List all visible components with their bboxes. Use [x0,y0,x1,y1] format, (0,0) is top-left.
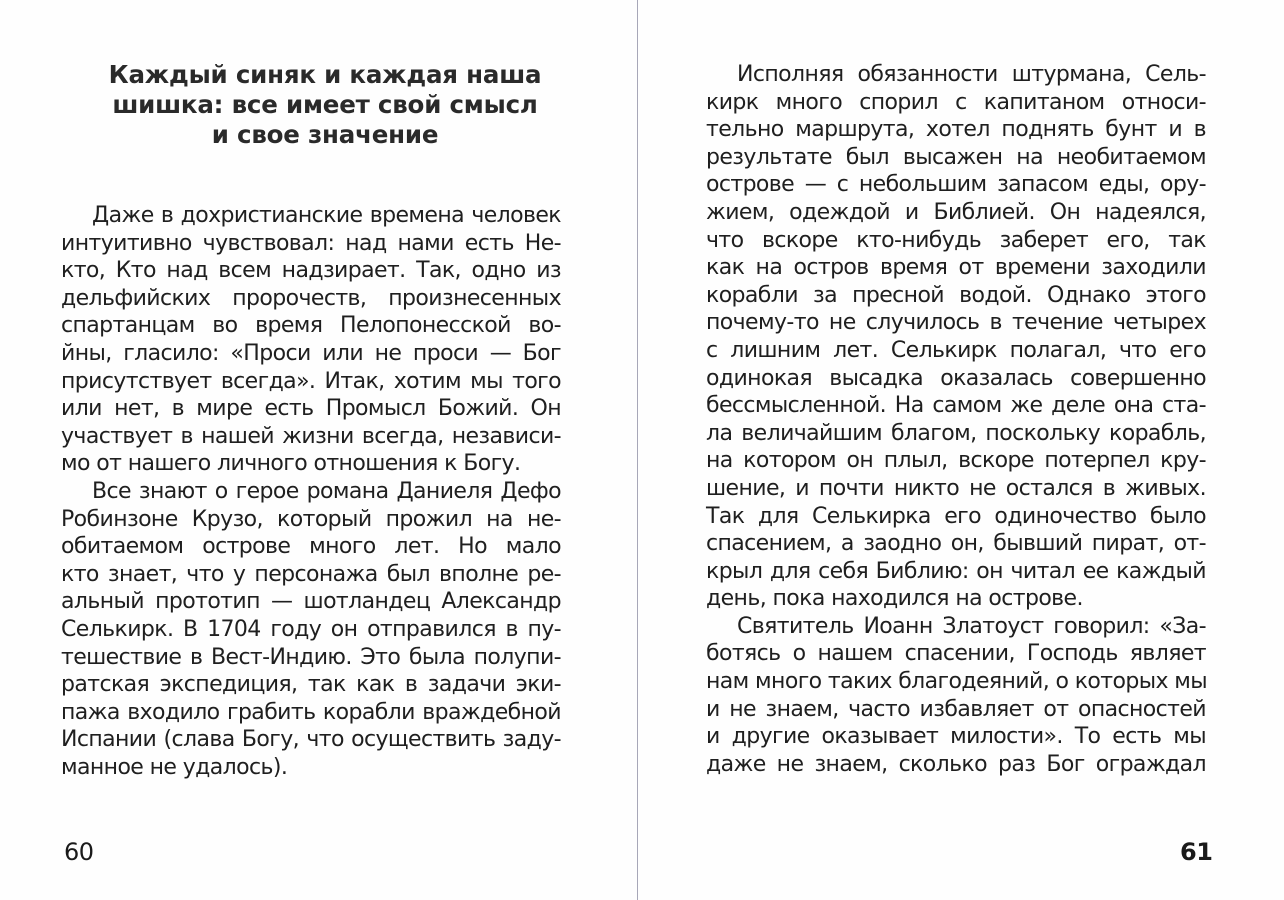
text-line: Святитель Иоанн Златоуст говорил: «За- [737,613,1206,639]
text-line: кирк много спорил с капитаном относи- [706,89,1206,115]
text-line: Даже в дохристианские времена человек [92,203,561,228]
text-line: почему-то не случилось в течение четырех [706,310,1206,336]
text-line: или нет, в мире есть Промысл Божий. Он [61,396,561,422]
text-line: день, пока находился на острове. [706,586,1083,612]
text-line: манное не удалось). [61,754,288,780]
text-line: и другие оказывает милости». То есть мы [706,724,1206,750]
text-line: ботясь о нашем спасении, Господь являет [706,641,1206,667]
text-line: тешествие в Вест-Индию. Это была полупи- [61,644,561,670]
text-line: Робинзоне Крузо, который прожил на не- [61,506,561,532]
text-line: нам много таких благодеяний, о которых мы [706,669,1208,695]
text-line: одинокая высадка оказалась совершенно [706,365,1206,391]
text-line: острове — с небольшим запасом еды, ору- [706,172,1206,198]
text-line: корабли за пресной водой. Однако этого [706,282,1206,308]
text-line: кто знает, что у персонажа был вполне ре- [61,561,561,587]
right-page-body [706,61,1206,778]
text-line: что вскоре кто-нибудь заберет его, так [706,227,1206,253]
chapter-title [70,60,580,150]
page-number: 61 [1180,838,1213,866]
text-line: Так для Селькирка его одиночество было [706,503,1206,529]
text-line: на котором он плыл, вскоре потерпел кру- [706,448,1206,474]
chapter-title-line: и свое значение [211,120,439,149]
text-line: как на остров время от времени заходили [706,255,1206,281]
text-line: шение, и почти никто не остался в живых. [706,475,1206,501]
text-line: крыл для себя Библию: он читал ее каждый [706,558,1206,584]
text-line: жием, одеждой и Библией. Он надеялся, [706,199,1206,225]
text-line: бессмысленной. На самом же деле она ста- [706,393,1206,419]
text-line: с лишним лет. Селькирк полагал, что его [706,337,1206,363]
text-line: мо от нашего личного отношения к Богу. [61,451,521,477]
text-line: тельно маршрута, хотел поднять бунт и в [706,117,1206,143]
text-line: даже не знаем, сколько раз Бог ограждал [706,751,1206,777]
page-number: 60 [64,838,94,866]
left-page-body [61,202,561,781]
text-line: Испании (слава Богу, что осуществить заду- [61,727,561,753]
text-line: дельфийских пророчеств, произнесенных [61,285,561,311]
text-line: спасением, а заодно он, бывший пират, от- [706,531,1206,557]
text-line: Все знают о герое романа Даниеля Дефо [92,478,561,504]
text-line: ратская экспедиция, так как в задачи эки- [61,672,561,698]
text-line: альный прототип — шотландец Александр [61,589,561,615]
chapter-title-line: Каждый синяк и каждая наша [108,60,542,89]
text-line: интуитивно чувствовал: над нами есть Не- [61,230,561,256]
text-line: йны, гласило: «Проси или не проси — Бог [61,340,561,366]
chapter-title-line: шишка: все имеет свой смысл [112,90,538,119]
text-line: кто, Кто над всем надзирает. Так, одно из [61,258,561,284]
text-line: присутствует всегда». Итак, хотим мы того [61,368,561,394]
text-line: Селькирк. В 1704 году он отправился в пу- [61,616,561,642]
text-line: ла величайшим благом, поскольку корабль, [706,420,1206,446]
text-line: участвует в нашей жизни всегда, независи- [61,423,561,449]
text-line: результате был высажен на необитаемом [706,144,1206,170]
text-line: пажа входило грабить корабли враждебной [61,699,561,725]
text-line: Исполняя обязанности штурмана, Сель- [737,62,1206,87]
text-line: спартанцам во время Пелопонесской во- [61,313,561,339]
text-line: обитаемом острове много лет. Но мало [61,534,561,560]
right-page [638,0,1284,900]
left-page [0,0,637,900]
text-line: и не знаем, часто избавляет от опасностей [706,696,1206,722]
